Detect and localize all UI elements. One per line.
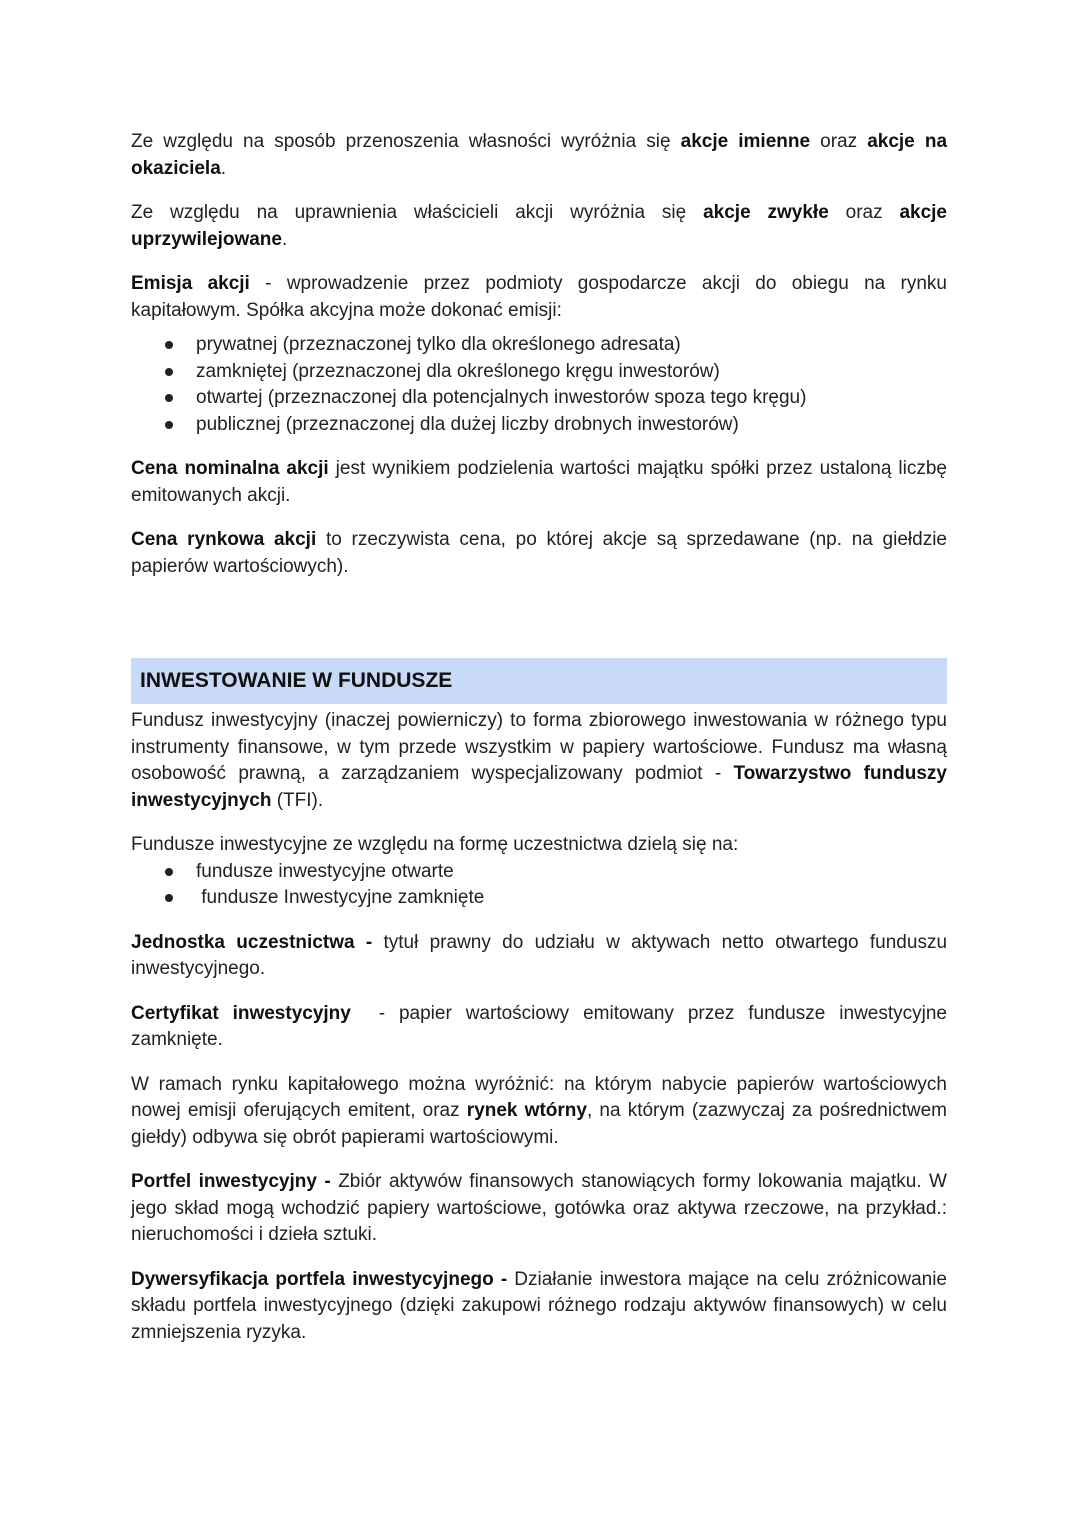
text: . <box>220 157 227 179</box>
term-nominal-price: Cena nominalna akcji <box>131 458 329 479</box>
paragraph-investment-fund <box>131 708 947 814</box>
paragraph-diversification <box>131 1267 947 1347</box>
paragraph-investment-certificate <box>131 1001 953 1054</box>
paragraph-capital-market <box>131 1072 947 1152</box>
text: - papier wartościowy emitowany przez fundusze inwestycyjne zamknięte. <box>131 1002 953 1050</box>
list-item <box>165 385 947 412</box>
text: Działanie inwestora mające na celu zróżnicowanie składu portfela inwestycyjnego (dzięki zakupowi różnego rodzaju aktywów finansowych) w celu zmniejszenia ryzyka. <box>131 1268 947 1343</box>
bullet-icon <box>165 394 173 402</box>
text: Ze względu na uprawnienia właścicieli akcji wyróżnia się <box>131 202 704 223</box>
text: Fundusz inwestycyjny (inaczej powierniczy) to forma zbiorowego inwestowania w różnego typu instrumenty finansowe, w tym przede wszystkim w papiery wartościowe. Fundusz ma własną osobowość prawną, a zarządzaniem wyspecjalizowany podmiot - <box>131 710 947 784</box>
list-item <box>165 885 947 912</box>
list-item-text: fundusze Inwestycyjne zamknięte <box>196 887 485 908</box>
text: to rzeczywista cena, po której akcje są sprzedawane (np. na giełdzie papierów wartościowych). <box>131 529 947 577</box>
paragraph-share-emission <box>131 271 947 324</box>
paragraph-share-rights <box>131 200 947 253</box>
text: . <box>281 228 288 250</box>
list-item-text: zamkniętej (przeznaczonej dla określonego kręgu inwestorów) <box>196 360 720 382</box>
list-item-text: prywatnej (przeznaczonej tylko dla określonego adresata) <box>196 334 681 355</box>
paragraph-share-transfer <box>131 129 947 182</box>
bullet-icon <box>165 894 173 902</box>
paragraph-nominal-price <box>131 456 947 509</box>
paragraph-fund-types <box>131 832 947 859</box>
list-item <box>165 412 947 439</box>
paragraph-market-price <box>131 527 947 580</box>
term-diversification: Dywersyfikacja portfela inwestycyjnego - <box>131 1268 508 1290</box>
term-share-emission: Emisja akcji <box>131 273 250 294</box>
text: , na którym (zazwyczaj za pośrednictwem giełdy) odbywa się obrót papierami wartościowymi. <box>131 1100 947 1148</box>
list-item-text: otwartej (przeznaczonej dla potencjalnych inwestorów spoza tego kręgu) <box>196 387 807 408</box>
bullet-icon <box>165 368 173 376</box>
term-tfi: Towarzystwo funduszy inwestycyjnych <box>131 763 947 811</box>
term-investment-certificate: Certyfikat inwestycyjny <box>131 1002 351 1024</box>
document-page <box>131 129 953 1346</box>
text: jest wynikiem podzielenia wartości majątku spółki przez ustaloną liczbę emitowanych akcji. <box>131 458 947 506</box>
text: oraz <box>810 131 868 152</box>
text: oraz <box>828 202 900 223</box>
term-secondary-market: rynek wtórny <box>466 1100 587 1121</box>
term-ordinary-shares: akcje zwykłe <box>703 202 829 223</box>
term-registered-shares: akcje imienne <box>680 131 811 152</box>
list-item-text: fundusze inwestycyjne otwarte <box>196 860 454 882</box>
list-item-text: publicznej (przeznaczonej dla dużej liczby drobnych inwestorów) <box>196 413 739 435</box>
text: (TFI). <box>271 789 324 811</box>
text: Fundusze inwestycyjne ze względu na formę uczestnictwa dzielą się na: <box>131 834 739 855</box>
list-item <box>165 859 947 886</box>
bullet-icon <box>165 421 173 429</box>
paragraph-participation-unit <box>131 930 947 983</box>
term-participation-unit: Jednostka uczestnictwa - <box>131 931 373 953</box>
emission-types-list <box>131 332 947 438</box>
term-bearer-shares: akcje na okaziciela <box>131 131 948 179</box>
term-preferred-shares: akcje uprzywilejowane <box>131 202 947 250</box>
paragraph-portfolio <box>131 1169 947 1249</box>
bullet-icon <box>165 868 173 876</box>
text: Zbiór aktywów finansowych stanowiących formy lokowania majątku. W jego skład mogą wchodzić papiery wartościowe, gotówka oraz aktywa rzeczowe, na przykład.: nieruchomości i dzieła sztuki. <box>131 1171 947 1245</box>
text: - wprowadzenie przez podmioty gospodarcze akcji do obiegu na rynku kapitałowym. Spółka akcyjna może dokonać emisji: <box>131 273 948 321</box>
text: W ramach rynku kapitałowego można wyróżnić: na którym nabycie papierów wartościowych nowej emisji oferujących emitent, oraz <box>131 1073 947 1121</box>
fund-types-list <box>131 859 947 912</box>
term-market-price: Cena rynkowa akcji <box>131 529 317 550</box>
text: tytuł prawny do udziału w aktywach netto otwartego funduszu inwestycyjnego. <box>131 931 948 979</box>
section-heading: INWESTOWANIE W FUNDUSZE <box>131 658 947 704</box>
list-item <box>165 359 947 386</box>
text: Ze względu na sposób przenoszenia własności wyróżnia się <box>131 131 681 152</box>
term-investment-portfolio: Portfel inwestycyjny - <box>131 1171 331 1192</box>
list-item <box>165 332 947 359</box>
bullet-icon <box>165 341 173 349</box>
